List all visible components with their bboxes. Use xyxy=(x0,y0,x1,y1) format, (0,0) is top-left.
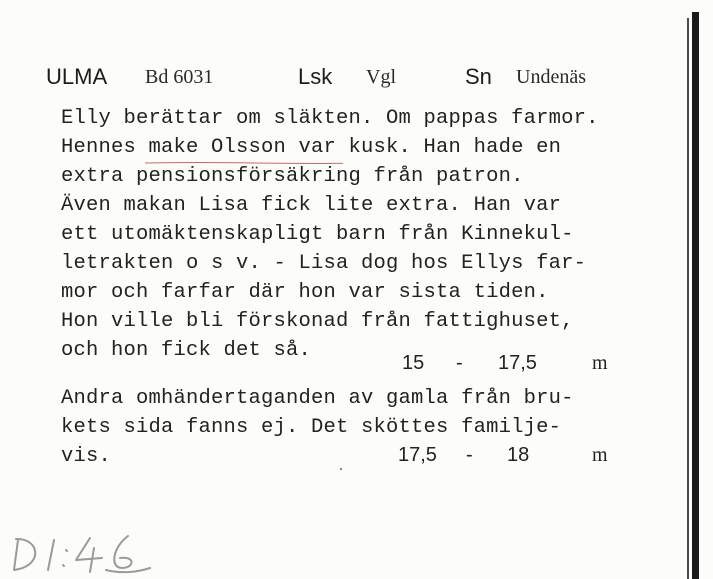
text-line-4: Även makan Lisa fick lite extra. Han var xyxy=(61,194,562,217)
volume-number: Bd 6031 xyxy=(145,66,214,88)
measure-1-from: 15 xyxy=(402,352,425,374)
text-line-8: Hon ville bli förskonad från fattighuset, xyxy=(61,310,574,333)
archive-code: ULMA xyxy=(46,64,108,89)
measure-1-unit: m xyxy=(592,352,608,374)
socken-value: Undenäs xyxy=(516,66,586,88)
card-edge-bar xyxy=(692,12,699,579)
text-line-10: Andra omhändertaganden av gamla från bru- xyxy=(61,387,574,410)
measure-1-dash: - xyxy=(456,352,463,374)
ink-speck xyxy=(340,468,342,470)
landskap-label: Lsk xyxy=(298,64,333,89)
card-edge-thin xyxy=(687,18,689,579)
text-line-3: extra pensionsförsäkring från patron. xyxy=(61,165,524,188)
pencil-signature xyxy=(10,530,160,576)
landskap-value: Vgl xyxy=(366,66,396,88)
red-underline xyxy=(46,162,442,164)
text-line-5: ett utomäktenskapligt barn från Kinnekul- xyxy=(61,223,574,246)
text-line-2: Hennes make Olsson var kusk. Han hade en xyxy=(61,136,562,159)
text-line-6: letrakten o s v. - Lisa dog hos Ellys far- xyxy=(61,252,587,275)
measure-1-to: 17,5 xyxy=(498,352,537,374)
measure-2-to: 18 xyxy=(507,444,530,466)
measure-2-from: 17,5 xyxy=(398,444,437,466)
text-line-7: mor och farfar där hon var sista tiden. xyxy=(61,281,549,304)
measure-2-unit: m xyxy=(592,444,608,466)
text-line-12: vis. xyxy=(61,445,112,468)
text-line-9: och hon fick det så. xyxy=(61,339,312,362)
measure-2-dash: - xyxy=(466,444,473,466)
text-line-1: Elly berättar om släkten. Om pappas farmor. xyxy=(61,107,599,130)
socken-label: Sn xyxy=(465,64,492,89)
text-line-11: kets sida fanns ej. Det sköttes familje- xyxy=(61,416,562,439)
